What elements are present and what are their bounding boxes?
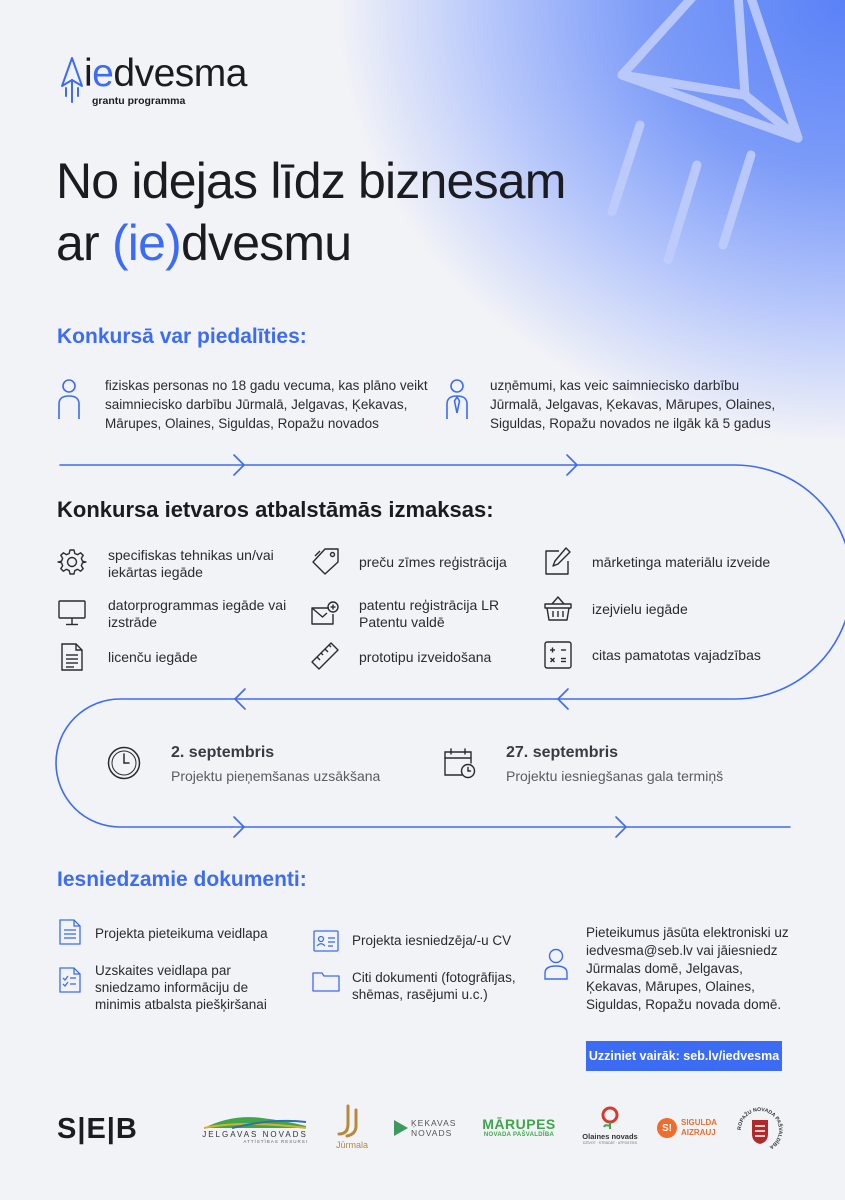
jurmala-emblem-icon (333, 1104, 371, 1138)
sigulda-logo[interactable] (657, 1118, 725, 1138)
cost-item-marketing: mārketinga materiālu izveide (592, 554, 771, 570)
olaine-flower-icon (599, 1106, 621, 1130)
costs-heading: Konkursa ietvaros atbalstāmās izmaksas: (57, 497, 494, 522)
basket-icon (544, 595, 572, 621)
document-item-de-minimis-form: Uzskaites veidlapa par sniedzamo informāciju de minimis atbalsta piešķiršanai (95, 963, 267, 1012)
logo-wordmark: iedvesma (84, 52, 247, 95)
gear-icon (58, 548, 86, 576)
logo-tagline: grantu programma (92, 95, 186, 107)
learn-more-button[interactable]: Uzziniet vairāk: seb.lv/iedvesma (586, 1041, 782, 1071)
participant-companies-text: uzņēmumi, kas veic saimniecisko darbību Jūrmalā, Jelgavas, Ķekavas, Mārupes, Olaines, Siguldas, Ropažu novados ne ilgāk kā 5 gadus (490, 378, 776, 431)
document-item-application-form: Projekta pieteikuma veidlapa (95, 926, 268, 941)
marupe-logo[interactable] (478, 1116, 560, 1138)
documents-heading: Iesniedzamie dokumenti: (57, 868, 307, 891)
submission-info-text: Pieteikumus jāsūta elektroniski uz iedvesma@seb.lv vai jāiesniedz Jūrmalas domē, Jelgavas, Ķekavas, Mārupes, Olaines, Siguldas, Ropažu novada domē. (586, 925, 789, 1012)
clock-icon (107, 746, 141, 780)
ropazi-logo-text: ROPAŽU NOVADA PAŠVALDĪBA (736, 1106, 784, 1150)
cost-item-trademark: preču zīmes reģistrācija (359, 554, 507, 570)
jelgava-logo-text: JELGAVAS NOVADS (202, 1130, 308, 1139)
date-start-day: 2. septembris (171, 744, 275, 761)
cost-item-raw-materials: izejvielu iegāde (592, 601, 688, 617)
olaine-logo[interactable] (580, 1106, 640, 1145)
marupe-logo-subtext: NOVADA PAŠVALDĪBA (483, 1132, 555, 1138)
marupe-logo-text: MĀRUPES (482, 1116, 556, 1132)
olaine-logo-text: Olaines novads (582, 1132, 638, 1141)
jurmala-logo[interactable] (333, 1104, 371, 1150)
participants-heading: Konkursā var piedalīties: (57, 325, 307, 348)
seb-logo-text: S|E|B (57, 1113, 138, 1145)
olaine-logo-subtext: DZĪVOT · STRĀDĀT · ATPŪSTIES (582, 1141, 638, 1145)
document-item-other: Citi dokumenti (fotogrāfijas, shēmas, rasējumi u.c.) (352, 970, 516, 1002)
sigulda-logo-text-1: SIGULDA (681, 1118, 717, 1127)
folder-icon (312, 970, 340, 992)
sigulda-logo-text-2: AIZRAUJ (681, 1128, 716, 1137)
date-deadline-label: Projektu iesniegšanas gala termiņš (506, 768, 724, 784)
jurmala-logo-text: Jūrmala (335, 1140, 368, 1150)
sigulda-emblem-icon: S! (657, 1118, 677, 1138)
date-start-label: Projektu pieņemšanas uzsākšana (171, 768, 381, 784)
kekava-logo[interactable] (394, 1118, 464, 1138)
ropazi-seal-icon (736, 1106, 784, 1154)
cost-item-licenses: licenču iegāde (108, 649, 198, 665)
jelgava-landscape-icon (202, 1112, 308, 1130)
cost-item-equipment: specifiskas tehnikas un/vai iekārtas iegāde (108, 547, 274, 580)
page-title: No idejas līdz biznesam ar (ie)dvesmu (56, 153, 566, 271)
document-item-cv: Projekta iesniedzēja/-u CV (352, 933, 512, 948)
calculator-icon (544, 641, 572, 669)
checklist-icon (59, 967, 81, 993)
id-card-icon (313, 930, 339, 952)
cost-item-other: citas pamatotas vajadzības (592, 647, 761, 663)
calendar-icon (444, 747, 476, 779)
seb-logo[interactable] (57, 1113, 138, 1146)
cost-item-patent: patentu reģistrācija LR Patentu valdē (359, 597, 500, 630)
user-icon (544, 948, 568, 980)
ruler-icon (311, 642, 339, 670)
mail-add-icon (311, 600, 339, 626)
jelgava-logo[interactable] (202, 1112, 308, 1144)
participant-individuals-text: fiziskas personas no 18 gadu vecuma, kas plāno veikt saimniecisko darbību Jūrmalā, Jelgavas, Ķekavas, Mārupes, Olaines, Siguldas, Ropažu novados (105, 378, 428, 431)
date-deadline-day: 27. septembris (506, 744, 619, 761)
cost-item-prototypes: prototipu izveidošana (359, 649, 492, 665)
jelgava-logo-subtext: ATTĪSTĪBAS RESURSI (243, 1139, 308, 1144)
cost-item-software: datorprogrammas iegāde vai izstrāde (108, 597, 287, 630)
price-tag-icon (311, 547, 341, 575)
pencil-icon (545, 547, 571, 575)
date-start (171, 744, 380, 784)
document-icon (61, 643, 83, 671)
ropazi-logo[interactable] (736, 1106, 784, 1154)
kekava-emblem-icon (394, 1120, 408, 1136)
monitor-icon (58, 600, 86, 626)
form-icon (59, 919, 81, 945)
kekava-logo-text-1: ĶEKAVAS (411, 1118, 457, 1128)
date-deadline (506, 744, 723, 784)
kekava-logo-text-2: NOVADS (411, 1128, 453, 1138)
